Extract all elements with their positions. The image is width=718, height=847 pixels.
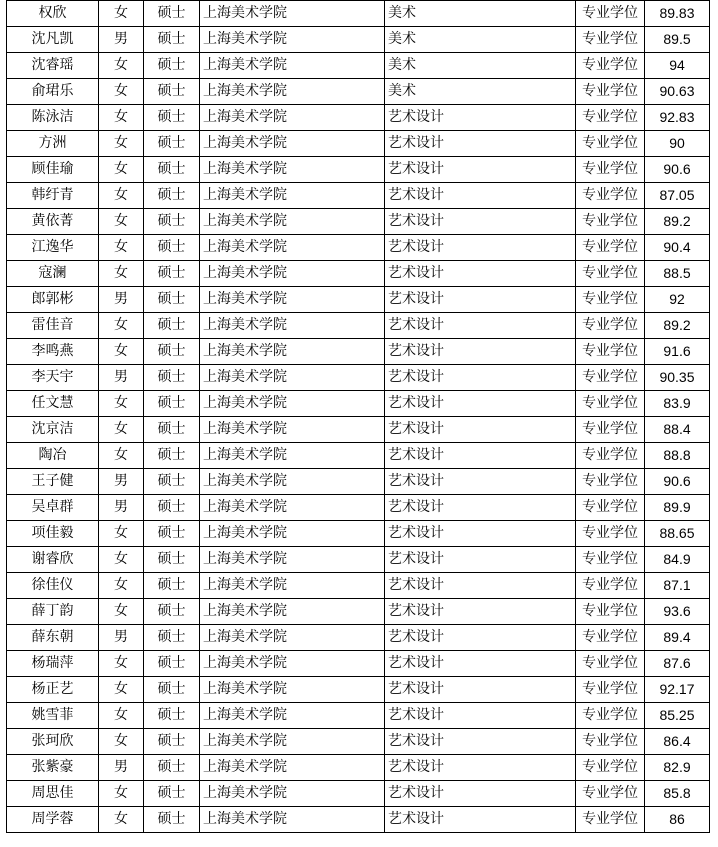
gender-cell: 女 [99,417,144,443]
degree-type-cell: 专业学位 [576,235,645,261]
degree-cell: 硕士 [144,79,200,105]
degree-type-cell: 专业学位 [576,625,645,651]
school-cell: 上海美术学院 [200,27,385,53]
score-cell: 91.6 [645,339,710,365]
gender-cell: 女 [99,235,144,261]
score-cell: 87.05 [645,183,710,209]
score-cell: 82.9 [645,755,710,781]
degree-type-cell: 专业学位 [576,1,645,27]
school-cell: 上海美术学院 [200,209,385,235]
table-row [7,651,710,677]
score-cell: 89.5 [645,27,710,53]
gender-cell: 男 [99,495,144,521]
degree-type-cell: 专业学位 [576,469,645,495]
name-cell: 郎郭彬 [7,287,99,313]
gender-cell: 女 [99,105,144,131]
table-row [7,105,710,131]
degree-cell: 硕士 [144,417,200,443]
degree-cell: 硕士 [144,27,200,53]
name-cell: 江逸华 [7,235,99,261]
major-cell: 艺术设计 [385,313,576,339]
degree-type-cell: 专业学位 [576,339,645,365]
name-cell: 吴卓群 [7,495,99,521]
degree-type-cell: 专业学位 [576,807,645,833]
degree-type-cell: 专业学位 [576,781,645,807]
major-cell: 美术 [385,27,576,53]
major-cell: 艺术设计 [385,443,576,469]
gender-cell: 女 [99,573,144,599]
table-row [7,27,710,53]
score-cell: 83.9 [645,391,710,417]
school-cell: 上海美术学院 [200,157,385,183]
name-cell: 杨正艺 [7,677,99,703]
score-cell: 88.4 [645,417,710,443]
major-cell: 艺术设计 [385,755,576,781]
degree-cell: 硕士 [144,443,200,469]
degree-cell: 硕士 [144,339,200,365]
name-cell: 周学蓉 [7,807,99,833]
major-cell: 艺术设计 [385,729,576,755]
table-row [7,677,710,703]
table-row [7,209,710,235]
score-cell: 94 [645,53,710,79]
table-row [7,287,710,313]
gender-cell: 女 [99,79,144,105]
gender-cell: 女 [99,547,144,573]
school-cell: 上海美术学院 [200,105,385,131]
table-row [7,547,710,573]
degree-cell: 硕士 [144,625,200,651]
score-cell: 87.1 [645,573,710,599]
school-cell: 上海美术学院 [200,313,385,339]
name-cell: 徐佳仪 [7,573,99,599]
major-cell: 艺术设计 [385,521,576,547]
name-cell: 周思佳 [7,781,99,807]
degree-type-cell: 专业学位 [576,53,645,79]
score-cell: 90.63 [645,79,710,105]
score-cell: 89.83 [645,1,710,27]
school-cell: 上海美术学院 [200,495,385,521]
gender-cell: 男 [99,625,144,651]
major-cell: 艺术设计 [385,261,576,287]
name-cell: 王子健 [7,469,99,495]
major-cell: 艺术设计 [385,495,576,521]
major-cell: 艺术设计 [385,287,576,313]
table-row [7,755,710,781]
admission-table [6,0,710,833]
degree-cell: 硕士 [144,131,200,157]
major-cell: 艺术设计 [385,625,576,651]
degree-cell: 硕士 [144,729,200,755]
table-row [7,573,710,599]
table-row [7,469,710,495]
degree-type-cell: 专业学位 [576,27,645,53]
name-cell: 雷佳音 [7,313,99,339]
table-row [7,599,710,625]
name-cell: 薛丁韵 [7,599,99,625]
name-cell: 韩纡青 [7,183,99,209]
degree-type-cell: 专业学位 [576,521,645,547]
degree-cell: 硕士 [144,469,200,495]
gender-cell: 女 [99,339,144,365]
score-cell: 90 [645,131,710,157]
degree-type-cell: 专业学位 [576,547,645,573]
major-cell: 艺术设计 [385,365,576,391]
table-row [7,365,710,391]
score-cell: 92 [645,287,710,313]
school-cell: 上海美术学院 [200,469,385,495]
degree-cell: 硕士 [144,547,200,573]
name-cell: 顾佳瑜 [7,157,99,183]
table-row [7,157,710,183]
table-row [7,495,710,521]
score-cell: 86.4 [645,729,710,755]
degree-cell: 硕士 [144,495,200,521]
major-cell: 艺术设计 [385,209,576,235]
degree-type-cell: 专业学位 [576,443,645,469]
degree-type-cell: 专业学位 [576,599,645,625]
school-cell: 上海美术学院 [200,417,385,443]
name-cell: 沈京洁 [7,417,99,443]
score-cell: 85.25 [645,703,710,729]
table-row [7,339,710,365]
table-row [7,807,710,833]
degree-cell: 硕士 [144,807,200,833]
degree-type-cell: 专业学位 [576,651,645,677]
major-cell: 艺术设计 [385,235,576,261]
score-cell: 86 [645,807,710,833]
degree-type-cell: 专业学位 [576,677,645,703]
name-cell: 李天宇 [7,365,99,391]
gender-cell: 男 [99,365,144,391]
school-cell: 上海美术学院 [200,573,385,599]
table-row [7,131,710,157]
table-row [7,235,710,261]
table-row [7,313,710,339]
gender-cell: 女 [99,807,144,833]
school-cell: 上海美术学院 [200,287,385,313]
major-cell: 美术 [385,53,576,79]
degree-cell: 硕士 [144,651,200,677]
degree-type-cell: 专业学位 [576,183,645,209]
school-cell: 上海美术学院 [200,131,385,157]
degree-cell: 硕士 [144,313,200,339]
school-cell: 上海美术学院 [200,235,385,261]
school-cell: 上海美术学院 [200,53,385,79]
major-cell: 艺术设计 [385,417,576,443]
gender-cell: 女 [99,53,144,79]
school-cell: 上海美术学院 [200,755,385,781]
score-cell: 88.65 [645,521,710,547]
name-cell: 张珂欣 [7,729,99,755]
degree-type-cell: 专业学位 [576,79,645,105]
gender-cell: 女 [99,599,144,625]
score-cell: 93.6 [645,599,710,625]
table-row [7,521,710,547]
table-row [7,391,710,417]
name-cell: 沈睿瑶 [7,53,99,79]
score-cell: 92.83 [645,105,710,131]
gender-cell: 女 [99,729,144,755]
degree-cell: 硕士 [144,235,200,261]
major-cell: 艺术设计 [385,677,576,703]
degree-cell: 硕士 [144,521,200,547]
school-cell: 上海美术学院 [200,781,385,807]
major-cell: 艺术设计 [385,157,576,183]
major-cell: 艺术设计 [385,469,576,495]
name-cell: 张紫豪 [7,755,99,781]
score-cell: 90.6 [645,157,710,183]
major-cell: 艺术设计 [385,339,576,365]
degree-type-cell: 专业学位 [576,703,645,729]
table-body [7,1,710,833]
name-cell: 方洲 [7,131,99,157]
major-cell: 艺术设计 [385,573,576,599]
table-row [7,1,710,27]
degree-cell: 硕士 [144,755,200,781]
major-cell: 艺术设计 [385,807,576,833]
score-cell: 89.2 [645,209,710,235]
degree-type-cell: 专业学位 [576,157,645,183]
school-cell: 上海美术学院 [200,703,385,729]
major-cell: 艺术设计 [385,547,576,573]
gender-cell: 女 [99,781,144,807]
school-cell: 上海美术学院 [200,391,385,417]
name-cell: 姚雪菲 [7,703,99,729]
gender-cell: 男 [99,27,144,53]
degree-cell: 硕士 [144,573,200,599]
score-cell: 90.4 [645,235,710,261]
name-cell: 俞珺乐 [7,79,99,105]
degree-cell: 硕士 [144,209,200,235]
name-cell: 黄依菁 [7,209,99,235]
school-cell: 上海美术学院 [200,729,385,755]
gender-cell: 女 [99,391,144,417]
degree-cell: 硕士 [144,1,200,27]
gender-cell: 女 [99,443,144,469]
name-cell: 寇澜 [7,261,99,287]
major-cell: 艺术设计 [385,105,576,131]
degree-type-cell: 专业学位 [576,495,645,521]
name-cell: 陈泳洁 [7,105,99,131]
gender-cell: 男 [99,755,144,781]
name-cell: 李鸣燕 [7,339,99,365]
gender-cell: 女 [99,157,144,183]
degree-cell: 硕士 [144,53,200,79]
degree-type-cell: 专业学位 [576,391,645,417]
major-cell: 艺术设计 [385,703,576,729]
name-cell: 沈凡凯 [7,27,99,53]
table-row [7,625,710,651]
score-cell: 89.2 [645,313,710,339]
major-cell: 艺术设计 [385,781,576,807]
degree-type-cell: 专业学位 [576,573,645,599]
school-cell: 上海美术学院 [200,521,385,547]
score-cell: 89.9 [645,495,710,521]
gender-cell: 女 [99,209,144,235]
gender-cell: 女 [99,521,144,547]
table-row [7,443,710,469]
degree-cell: 硕士 [144,287,200,313]
table-row [7,53,710,79]
name-cell: 薛东朝 [7,625,99,651]
school-cell: 上海美术学院 [200,625,385,651]
score-cell: 85.8 [645,781,710,807]
degree-type-cell: 专业学位 [576,209,645,235]
school-cell: 上海美术学院 [200,1,385,27]
table-row [7,417,710,443]
gender-cell: 女 [99,703,144,729]
table-row [7,183,710,209]
gender-cell: 男 [99,287,144,313]
name-cell: 杨瑞萍 [7,651,99,677]
major-cell: 艺术设计 [385,651,576,677]
table-row [7,79,710,105]
degree-cell: 硕士 [144,703,200,729]
gender-cell: 女 [99,183,144,209]
degree-type-cell: 专业学位 [576,131,645,157]
gender-cell: 男 [99,469,144,495]
gender-cell: 女 [99,677,144,703]
degree-type-cell: 专业学位 [576,287,645,313]
school-cell: 上海美术学院 [200,443,385,469]
name-cell: 陶冶 [7,443,99,469]
gender-cell: 女 [99,131,144,157]
table-row [7,703,710,729]
degree-cell: 硕士 [144,677,200,703]
degree-type-cell: 专业学位 [576,729,645,755]
degree-type-cell: 专业学位 [576,313,645,339]
score-cell: 92.17 [645,677,710,703]
major-cell: 艺术设计 [385,131,576,157]
score-cell: 90.6 [645,469,710,495]
school-cell: 上海美术学院 [200,599,385,625]
school-cell: 上海美术学院 [200,677,385,703]
gender-cell: 女 [99,261,144,287]
gender-cell: 女 [99,651,144,677]
major-cell: 艺术设计 [385,391,576,417]
degree-type-cell: 专业学位 [576,417,645,443]
major-cell: 艺术设计 [385,183,576,209]
degree-cell: 硕士 [144,157,200,183]
school-cell: 上海美术学院 [200,183,385,209]
name-cell: 项佳毅 [7,521,99,547]
score-cell: 88.5 [645,261,710,287]
school-cell: 上海美术学院 [200,807,385,833]
major-cell: 美术 [385,79,576,105]
score-cell: 84.9 [645,547,710,573]
name-cell: 任文慧 [7,391,99,417]
school-cell: 上海美术学院 [200,261,385,287]
degree-cell: 硕士 [144,391,200,417]
score-cell: 88.8 [645,443,710,469]
table-row [7,261,710,287]
score-cell: 90.35 [645,365,710,391]
degree-type-cell: 专业学位 [576,105,645,131]
table-row [7,729,710,755]
score-cell: 89.4 [645,625,710,651]
school-cell: 上海美术学院 [200,365,385,391]
degree-type-cell: 专业学位 [576,261,645,287]
gender-cell: 女 [99,313,144,339]
major-cell: 美术 [385,1,576,27]
school-cell: 上海美术学院 [200,547,385,573]
degree-cell: 硕士 [144,781,200,807]
major-cell: 艺术设计 [385,599,576,625]
school-cell: 上海美术学院 [200,339,385,365]
degree-cell: 硕士 [144,105,200,131]
degree-cell: 硕士 [144,599,200,625]
table-row [7,781,710,807]
name-cell: 权欣 [7,1,99,27]
degree-type-cell: 专业学位 [576,755,645,781]
degree-cell: 硕士 [144,183,200,209]
degree-type-cell: 专业学位 [576,365,645,391]
school-cell: 上海美术学院 [200,79,385,105]
gender-cell: 女 [99,1,144,27]
degree-cell: 硕士 [144,365,200,391]
score-cell: 87.6 [645,651,710,677]
degree-cell: 硕士 [144,261,200,287]
name-cell: 谢睿欣 [7,547,99,573]
school-cell: 上海美术学院 [200,651,385,677]
